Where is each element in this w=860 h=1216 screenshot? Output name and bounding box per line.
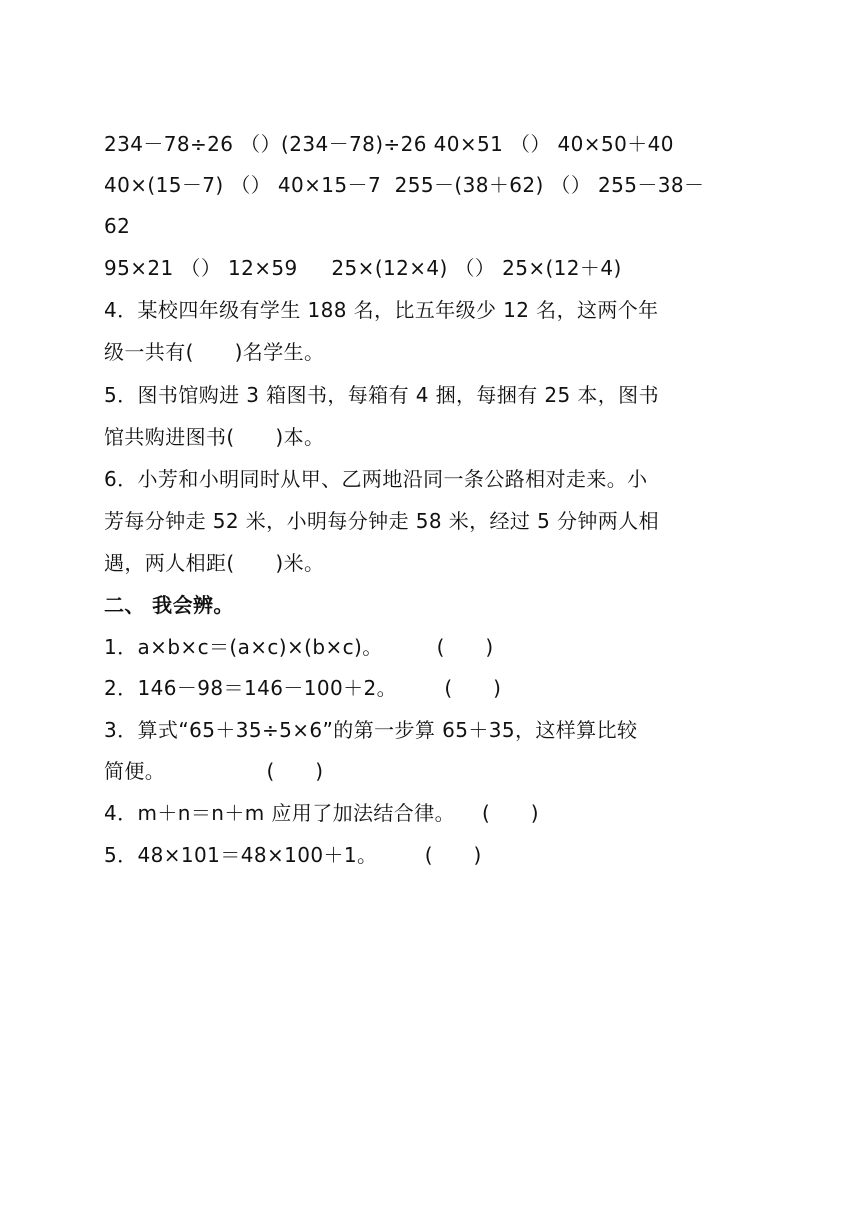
question-4-line-1: 4．某校四年级有学生 188 名，比五年级少 12 名，这两个年 (104, 298, 659, 322)
compare-line-1: 234－78÷26 （）(234－78)÷26 40×51 （） 40×50＋40 (104, 132, 674, 156)
question-6-line-3: 遇，两人相距( )米。 (104, 551, 325, 575)
judge-question-5: 5．48×101＝48×100＋1。 ( ) (104, 843, 482, 867)
question-5-line-1: 5．图书馆购进 3 箱图书，每箱有 4 捆，每捆有 25 本，图书 (104, 383, 659, 407)
section-title: 二、 我会辨。 (104, 593, 234, 617)
judge-question-3-line-1: 3．算式“65＋35÷5×6”的第一步算 65＋35，这样算比较 (104, 718, 638, 742)
question-6-line-1: 6．小芳和小明同时从甲、乙两地沿同一条公路相对走来。小 (104, 467, 648, 491)
compare-line-3: 62 (104, 214, 131, 238)
judge-question-1: 1．a×b×c＝(a×c)×(b×c)。 ( ) (104, 635, 494, 659)
compare-line-2: 40×(15－7) （） 40×15－7 255－(38＋62) （） 255－38－ (104, 173, 705, 197)
judge-question-3-line-2: 简便。 ( ) (104, 759, 324, 783)
judge-question-2: 2．146－98＝146－100＋2。 ( ) (104, 676, 502, 700)
question-5-line-2: 馆共购进图书( )本。 (104, 425, 325, 449)
compare-line-4: 95×21 （） 12×59 25×(12×4) （） 25×(12＋4) (104, 256, 622, 280)
judge-question-4: 4．m＋n＝n＋m 应用了加法结合律。 ( ) (104, 801, 539, 825)
question-6-line-2: 芳每分钟走 52 米，小明每分钟走 58 米，经过 5 分钟两人相 (104, 509, 659, 533)
question-4-line-2: 级一共有( )名学生。 (104, 340, 325, 364)
